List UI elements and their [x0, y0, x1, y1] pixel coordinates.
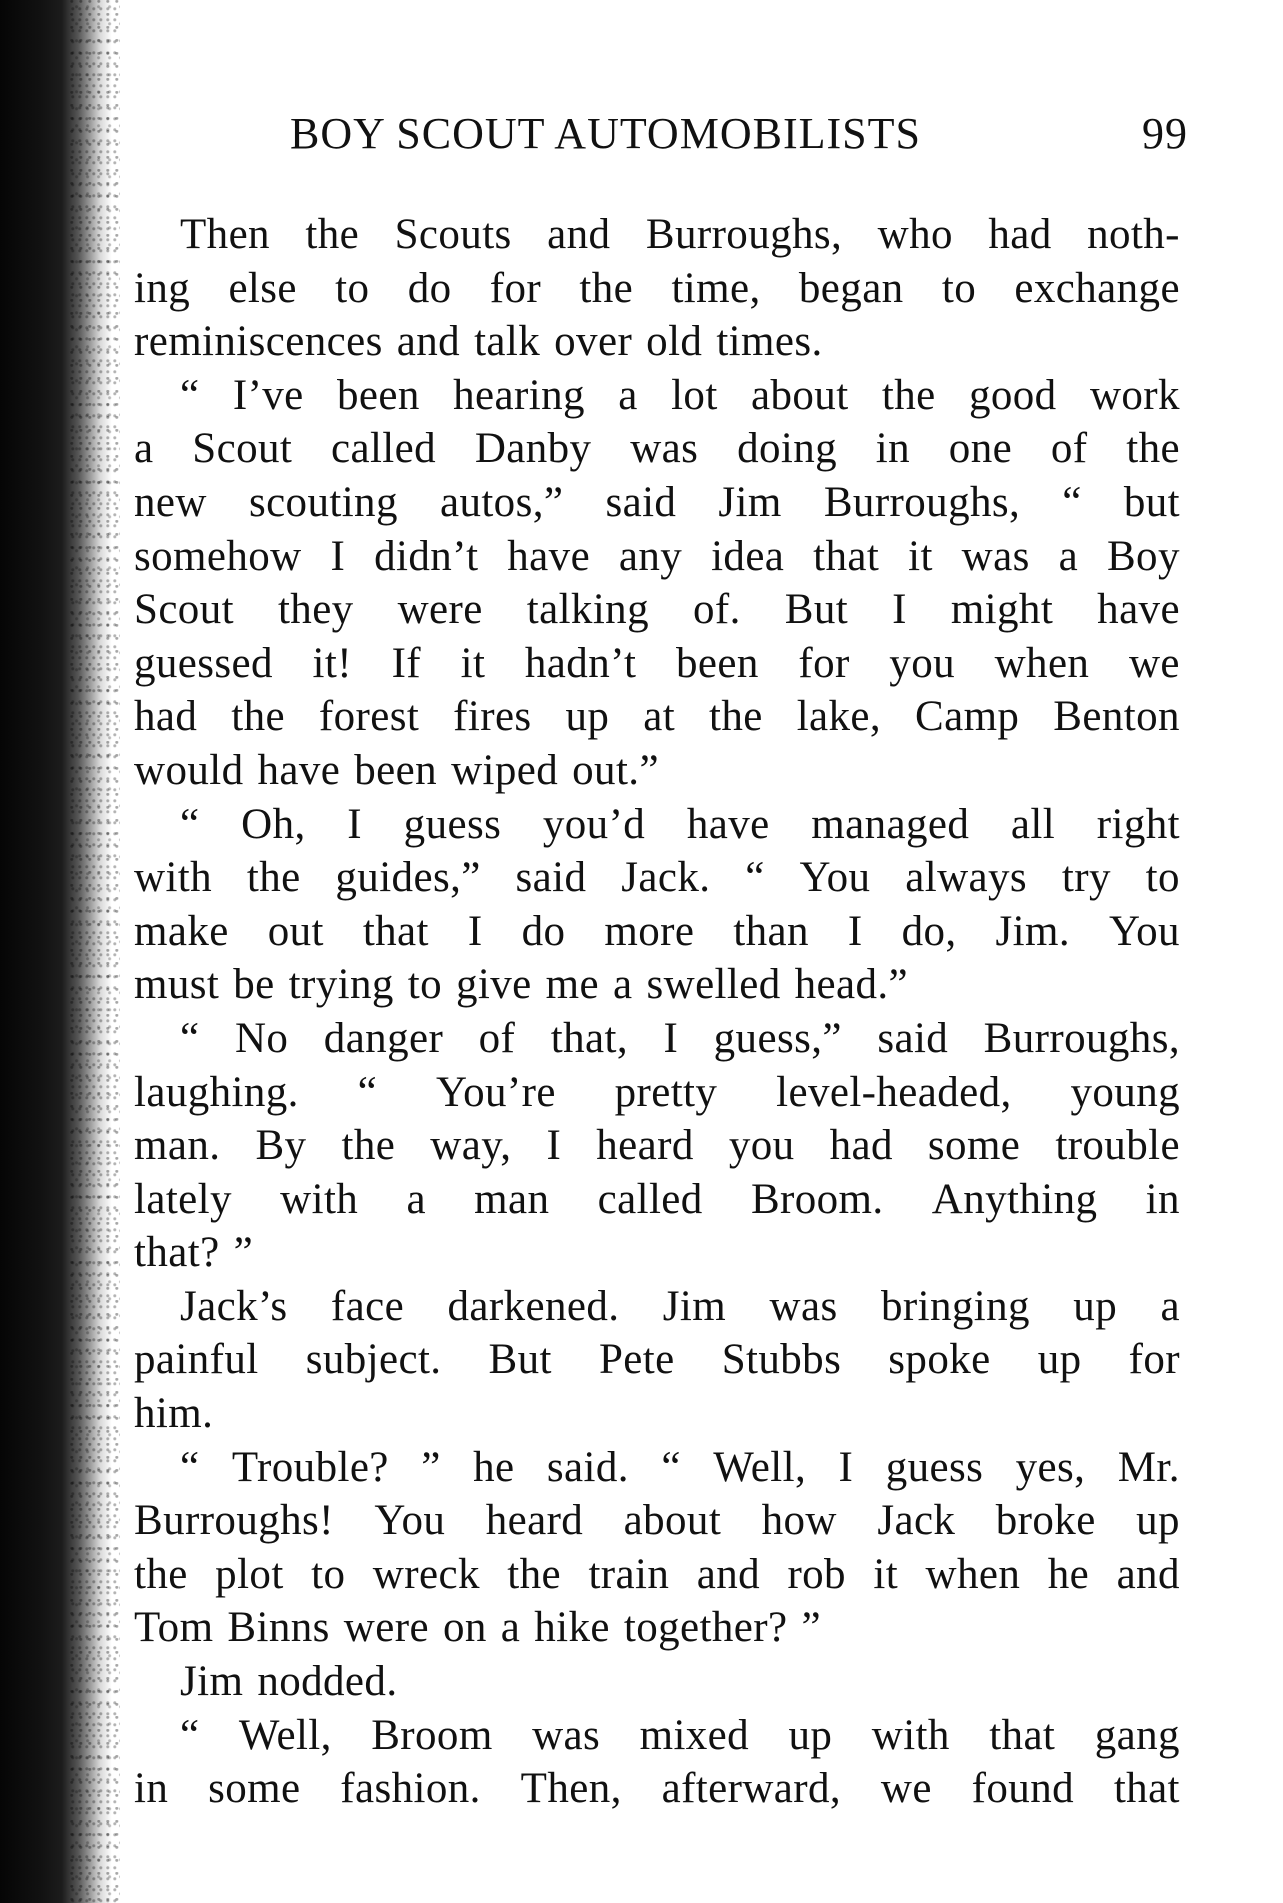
- text-line: laughing. “ You’re pretty level-headed, young: [134, 1068, 1180, 1116]
- text-line: “ Oh, I guess you’d have managed all right: [180, 800, 1180, 848]
- text-line: a Scout called Danby was doing in one of the: [134, 425, 1180, 473]
- text-line: guessed it! If it hadn’t been for you when we: [134, 639, 1180, 687]
- text-line: must be trying to give me a swelled head.”: [134, 961, 909, 1009]
- text-line: Scout they were talking of. But I might have: [134, 586, 1180, 634]
- text-line: “ No danger of that, I guess,” said Burroughs,: [180, 1014, 1180, 1062]
- text-line: Then the Scouts and Burroughs, who had noth-: [180, 211, 1180, 258]
- text-line: the plot to wreck the train and rob it when he and: [134, 1550, 1180, 1598]
- text-line: lately with a man called Broom. Anything in: [134, 1175, 1180, 1223]
- text-line: would have been wiped out.”: [134, 746, 659, 794]
- text-line: Jim nodded.: [180, 1658, 398, 1706]
- text-line: reminiscences and talk over old times.: [134, 318, 823, 366]
- page-number: 99: [1142, 109, 1188, 158]
- text-line: him.: [134, 1390, 214, 1438]
- text-line: man. By the way, I heard you had some trouble: [134, 1122, 1180, 1170]
- text-line: Tom Binns were on a hike together? ”: [134, 1604, 821, 1652]
- body-text: [134, 208, 1180, 1816]
- running-head: BOY SCOUT AUTOMOBILISTS: [290, 109, 921, 158]
- text-line: with the guides,” said Jack. “ You always try to: [134, 854, 1180, 902]
- text-line: had the forest fires up at the lake, Camp Benton: [134, 693, 1180, 741]
- text-line: Jack’s face darkened. Jim was bringing up a: [180, 1282, 1180, 1330]
- text-line: in some fashion. Then, afterward, we found that: [134, 1765, 1180, 1813]
- text-line: painful subject. But Pete Stubbs spoke up for: [134, 1336, 1180, 1384]
- text-line: that? ”: [134, 1229, 254, 1277]
- text-line: Burroughs! You heard about how Jack broke up: [134, 1497, 1180, 1545]
- text-line: somehow I didn’t have any idea that it was a Boy: [134, 532, 1180, 580]
- scan-speckle: [70, 0, 120, 1903]
- text-line: “ I’ve been hearing a lot about the good work: [180, 371, 1180, 419]
- text-line: ing else to do for the time, began to exchange: [134, 264, 1180, 312]
- text-line: new scouting autos,” said Jim Burroughs, “ but: [134, 478, 1180, 526]
- page-header: [290, 108, 1210, 168]
- text-line: “ Well, Broom was mixed up with that gang: [180, 1711, 1180, 1759]
- text-line: “ Trouble? ” he said. “ Well, I guess yes, Mr.: [180, 1443, 1180, 1491]
- text-line: make out that I do more than I do, Jim. You: [134, 907, 1180, 955]
